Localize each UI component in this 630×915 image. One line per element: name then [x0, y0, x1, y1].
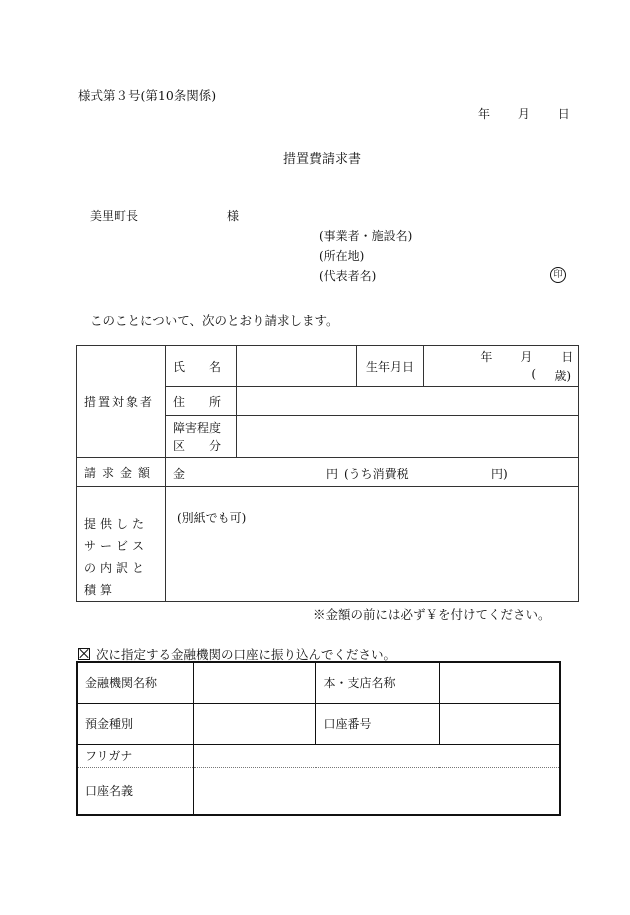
claim-amount-field[interactable] — [165, 458, 578, 487]
account-number-label: 口座番号 — [316, 703, 440, 744]
addressee-name: 美里町長 — [90, 209, 139, 223]
consumption-tax-yen: 円) — [490, 467, 508, 481]
page-title: 措置費請求書 — [283, 152, 362, 167]
branch-name-label: 本・支店名称 — [316, 662, 440, 703]
dob-month: 月 — [520, 350, 533, 364]
date-month: 月 — [517, 107, 530, 121]
seal-icon: 印 — [550, 267, 566, 283]
amount-yen: 円 — [325, 467, 338, 481]
account-number-field[interactable] — [439, 703, 560, 744]
checked-box-icon[interactable] — [78, 648, 90, 660]
date-year: 年 — [478, 107, 491, 121]
amount-prefix: 金 — [172, 467, 185, 481]
bank-name-label: 金融機関名称 — [77, 662, 193, 703]
dob-year: 年 — [480, 350, 493, 364]
disability-label-line2: 区 分 — [172, 438, 221, 453]
disability-label-line1: 障害程度 — [172, 420, 221, 435]
account-holder-label: 口座名義 — [77, 767, 193, 815]
submission-date — [478, 105, 570, 122]
deposit-type-field[interactable] — [193, 703, 316, 744]
bank-instruction-text: 次に指定する金融機関の口座に振り込んでください。 — [96, 647, 397, 662]
service-note: (別紙でも可) — [176, 511, 247, 525]
claim-table — [76, 345, 579, 602]
request-statement: このことについて、次のとおり請求します。 — [90, 313, 339, 328]
deposit-type-label: 預金種別 — [77, 703, 193, 744]
date-day: 日 — [557, 107, 570, 121]
account-holder-field[interactable] — [193, 767, 560, 815]
furigana-label: フリガナ — [77, 744, 193, 767]
target-person-label: 措置対象者 — [77, 346, 166, 458]
applicant-representative: (代表者名) — [319, 269, 377, 283]
name-field[interactable] — [236, 346, 356, 387]
service-breakdown-label: 提供したサービスの内訳と積算 — [77, 487, 166, 602]
disability-label — [165, 416, 236, 458]
applicant-facility: (事業者・施設名) — [319, 229, 413, 243]
applicant-address: (所在地) — [319, 249, 365, 263]
bank-account-table — [76, 661, 561, 816]
name-label: 氏 名 — [165, 346, 236, 387]
bank-name-field[interactable] — [193, 662, 316, 703]
service-breakdown-field[interactable] — [165, 487, 578, 602]
addressee-honorific: 様 — [227, 209, 240, 223]
furigana-field[interactable] — [193, 744, 560, 767]
address-field[interactable] — [236, 387, 578, 416]
branch-name-field[interactable] — [439, 662, 560, 703]
disability-field[interactable] — [236, 416, 578, 458]
age-open: ( — [531, 367, 537, 381]
consumption-tax-text: (うち消費税 — [343, 467, 409, 481]
dob-label: 生年月日 — [356, 346, 424, 387]
claim-amount-label: 請求金額 — [77, 458, 166, 487]
yen-mark-note: ※金額の前には必ず￥を付けてください。 — [313, 607, 551, 622]
dob-day: 日 — [561, 350, 574, 364]
age-close: 歳) — [554, 369, 572, 383]
dob-field[interactable] — [424, 346, 579, 387]
address-label: 住 所 — [165, 387, 236, 416]
form-number: 様式第３号(第10条関係) — [78, 88, 217, 103]
